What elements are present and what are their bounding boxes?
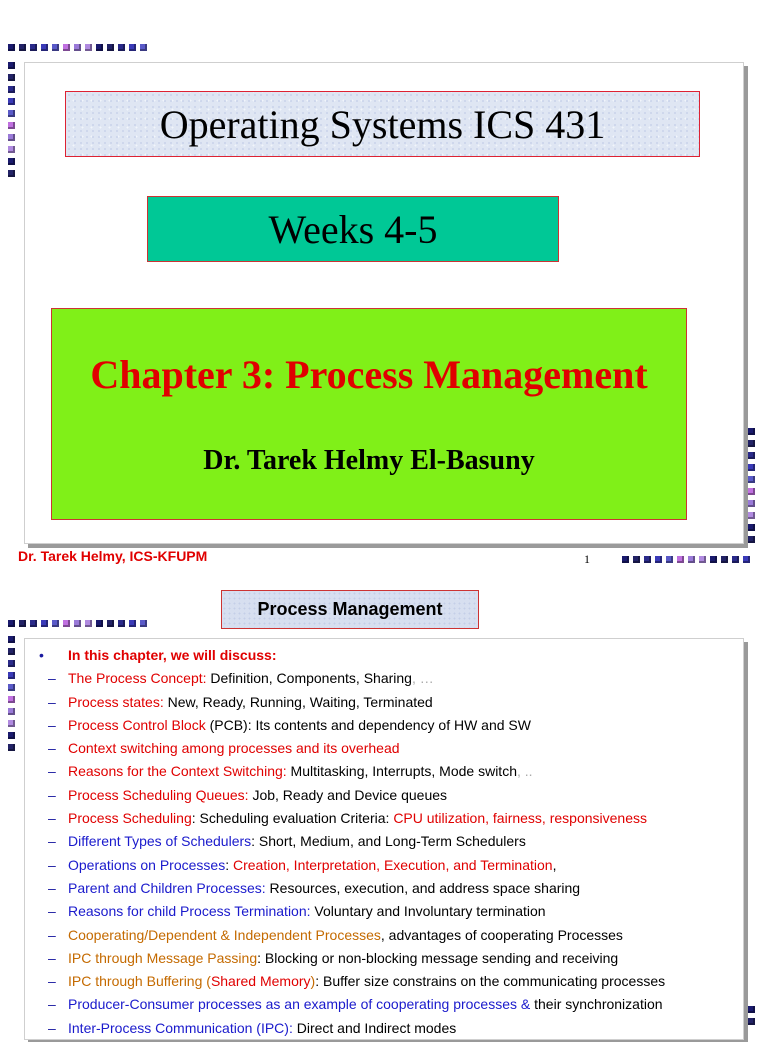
decorative-square <box>8 62 15 69</box>
decorative-square <box>748 440 755 447</box>
list-item: – Process Control Block (PCB): Its contents and dependency of HW and SW <box>48 716 531 733</box>
weeks-label: Weeks 4-5 <box>268 206 438 252</box>
decorative-square <box>41 44 48 51</box>
decorative-square <box>721 556 728 563</box>
course-title: Operating Systems ICS 431 <box>159 101 606 147</box>
decorative-square <box>96 44 103 51</box>
decorative-square <box>129 620 136 627</box>
chapter-title: Chapter 3: Process Management <box>90 352 648 397</box>
decorative-square <box>8 620 15 627</box>
decorative-squares-top-2 <box>8 620 147 627</box>
list-item: – Producer-Consumer processes as an example of cooperating processes & their synchronization <box>48 996 663 1013</box>
decorative-square <box>19 620 26 627</box>
decorative-square <box>677 556 684 563</box>
course-title-box <box>65 91 700 157</box>
decorative-square <box>8 708 15 715</box>
decorative-square <box>748 488 755 495</box>
decorative-square <box>8 684 15 691</box>
decorative-square <box>8 648 15 655</box>
decorative-square <box>8 660 15 667</box>
decorative-square <box>8 720 15 727</box>
decorative-squares-left-1 <box>8 62 15 177</box>
decorative-square <box>8 158 15 165</box>
list-item: – Process Scheduling Queues: Job, Ready and Device queues <box>48 786 448 803</box>
page-number: 1 <box>584 552 590 566</box>
decorative-square <box>688 556 695 563</box>
decorative-square <box>8 134 15 141</box>
decorative-square <box>8 74 15 81</box>
weeks-box <box>147 196 559 262</box>
intro-text: In this chapter, we will discuss: <box>68 647 277 663</box>
decorative-square <box>748 500 755 507</box>
decorative-square <box>140 620 147 627</box>
decorative-square <box>19 44 26 51</box>
list-item: – Cooperating/Dependent & Independent Processes, advantages of cooperating Processes <box>48 926 623 943</box>
decorative-square <box>8 44 15 51</box>
decorative-square <box>666 556 673 563</box>
list-item: – Parent and Children Processes: Resources, execution, and address space sharing <box>48 879 581 896</box>
decorative-square <box>8 146 15 153</box>
decorative-square <box>8 672 15 679</box>
content-slide <box>24 638 744 1040</box>
decorative-square <box>748 512 755 519</box>
decorative-square <box>118 44 125 51</box>
decorative-square <box>107 44 114 51</box>
decorative-square <box>74 44 81 51</box>
decorative-square <box>655 556 662 563</box>
list-item: – Different Types of Schedulers: Short, Medium, and Long-Term Schedulers <box>48 833 526 850</box>
list-item: – Process Scheduling: Scheduling evaluation Criteria: CPU utilization, fairness, responsiveness <box>48 810 647 827</box>
decorative-square <box>8 744 15 751</box>
list-item: – Reasons for child Process Termination: Voluntary and Involuntary termination <box>48 903 546 920</box>
decorative-square <box>129 44 136 51</box>
decorative-square <box>748 428 755 435</box>
slide-title: Process Management <box>257 599 443 619</box>
decorative-square <box>8 86 15 93</box>
decorative-square <box>140 44 147 51</box>
decorative-square <box>748 476 755 483</box>
decorative-square <box>85 44 92 51</box>
list-item: – IPC through Buffering (Shared Memory): Buffer size constrains on the communicating processes <box>48 973 666 990</box>
list-item: – Operations on Processes: Creation, Interpretation, Execution, and Termination, <box>48 856 557 873</box>
decorative-square <box>96 620 103 627</box>
decorative-squares-top-1 <box>8 44 147 51</box>
decorative-square <box>633 556 640 563</box>
decorative-square <box>74 620 81 627</box>
slide-title-box <box>221 590 479 629</box>
decorative-square <box>748 452 755 459</box>
list-item: – Reasons for the Context Switching: Multitasking, Interrupts, Mode switch, .. <box>48 763 533 780</box>
decorative-squares-right-2 <box>748 1006 755 1025</box>
decorative-square <box>85 620 92 627</box>
decorative-square <box>8 110 15 117</box>
decorative-square <box>644 556 651 563</box>
decorative-square <box>710 556 717 563</box>
decorative-square <box>748 464 755 471</box>
decorative-square <box>622 556 629 563</box>
topic-list <box>25 646 743 1042</box>
decorative-square <box>8 732 15 739</box>
decorative-square <box>63 620 70 627</box>
list-item: – Inter-Process Communication (IPC): Direct and Indirect modes <box>48 1019 457 1036</box>
decorative-square <box>41 620 48 627</box>
chapter-author: Dr. Tarek Helmy El-Basuny <box>203 445 535 476</box>
decorative-square <box>748 1006 755 1013</box>
decorative-square <box>8 98 15 105</box>
decorative-square <box>52 620 59 627</box>
decorative-square <box>52 44 59 51</box>
decorative-square <box>118 620 125 627</box>
decorative-square <box>748 524 755 531</box>
decorative-square <box>8 122 15 129</box>
list-item: – Process states: New, Ready, Running, Waiting, Terminated <box>48 693 433 710</box>
decorative-square <box>30 620 37 627</box>
list-intro <box>25 646 743 669</box>
list-item: – The Process Concept: Definition, Components, Sharing, … <box>48 670 434 687</box>
decorative-square <box>8 636 15 643</box>
decorative-square <box>748 536 755 543</box>
decorative-square <box>30 44 37 51</box>
decorative-squares-left-2 <box>8 636 15 751</box>
decorative-square <box>732 556 739 563</box>
chapter-box <box>51 308 687 520</box>
decorative-square <box>8 170 15 177</box>
decorative-squares-bottom-1 <box>622 556 750 563</box>
decorative-squares-right-1 <box>748 428 755 543</box>
decorative-square <box>699 556 706 563</box>
title-slide <box>24 62 744 544</box>
bullet-mark: • <box>39 647 44 663</box>
list-item: – IPC through Message Passing: Blocking or non-blocking message sending and receiving <box>48 949 619 966</box>
list-item: – Context switching among processes and its overhead <box>48 740 400 757</box>
decorative-square <box>63 44 70 51</box>
decorative-square <box>107 620 114 627</box>
slide-footer: Dr. Tarek Helmy, ICS-KFUPM <box>18 548 208 564</box>
decorative-square <box>743 556 750 563</box>
decorative-square <box>8 696 15 703</box>
